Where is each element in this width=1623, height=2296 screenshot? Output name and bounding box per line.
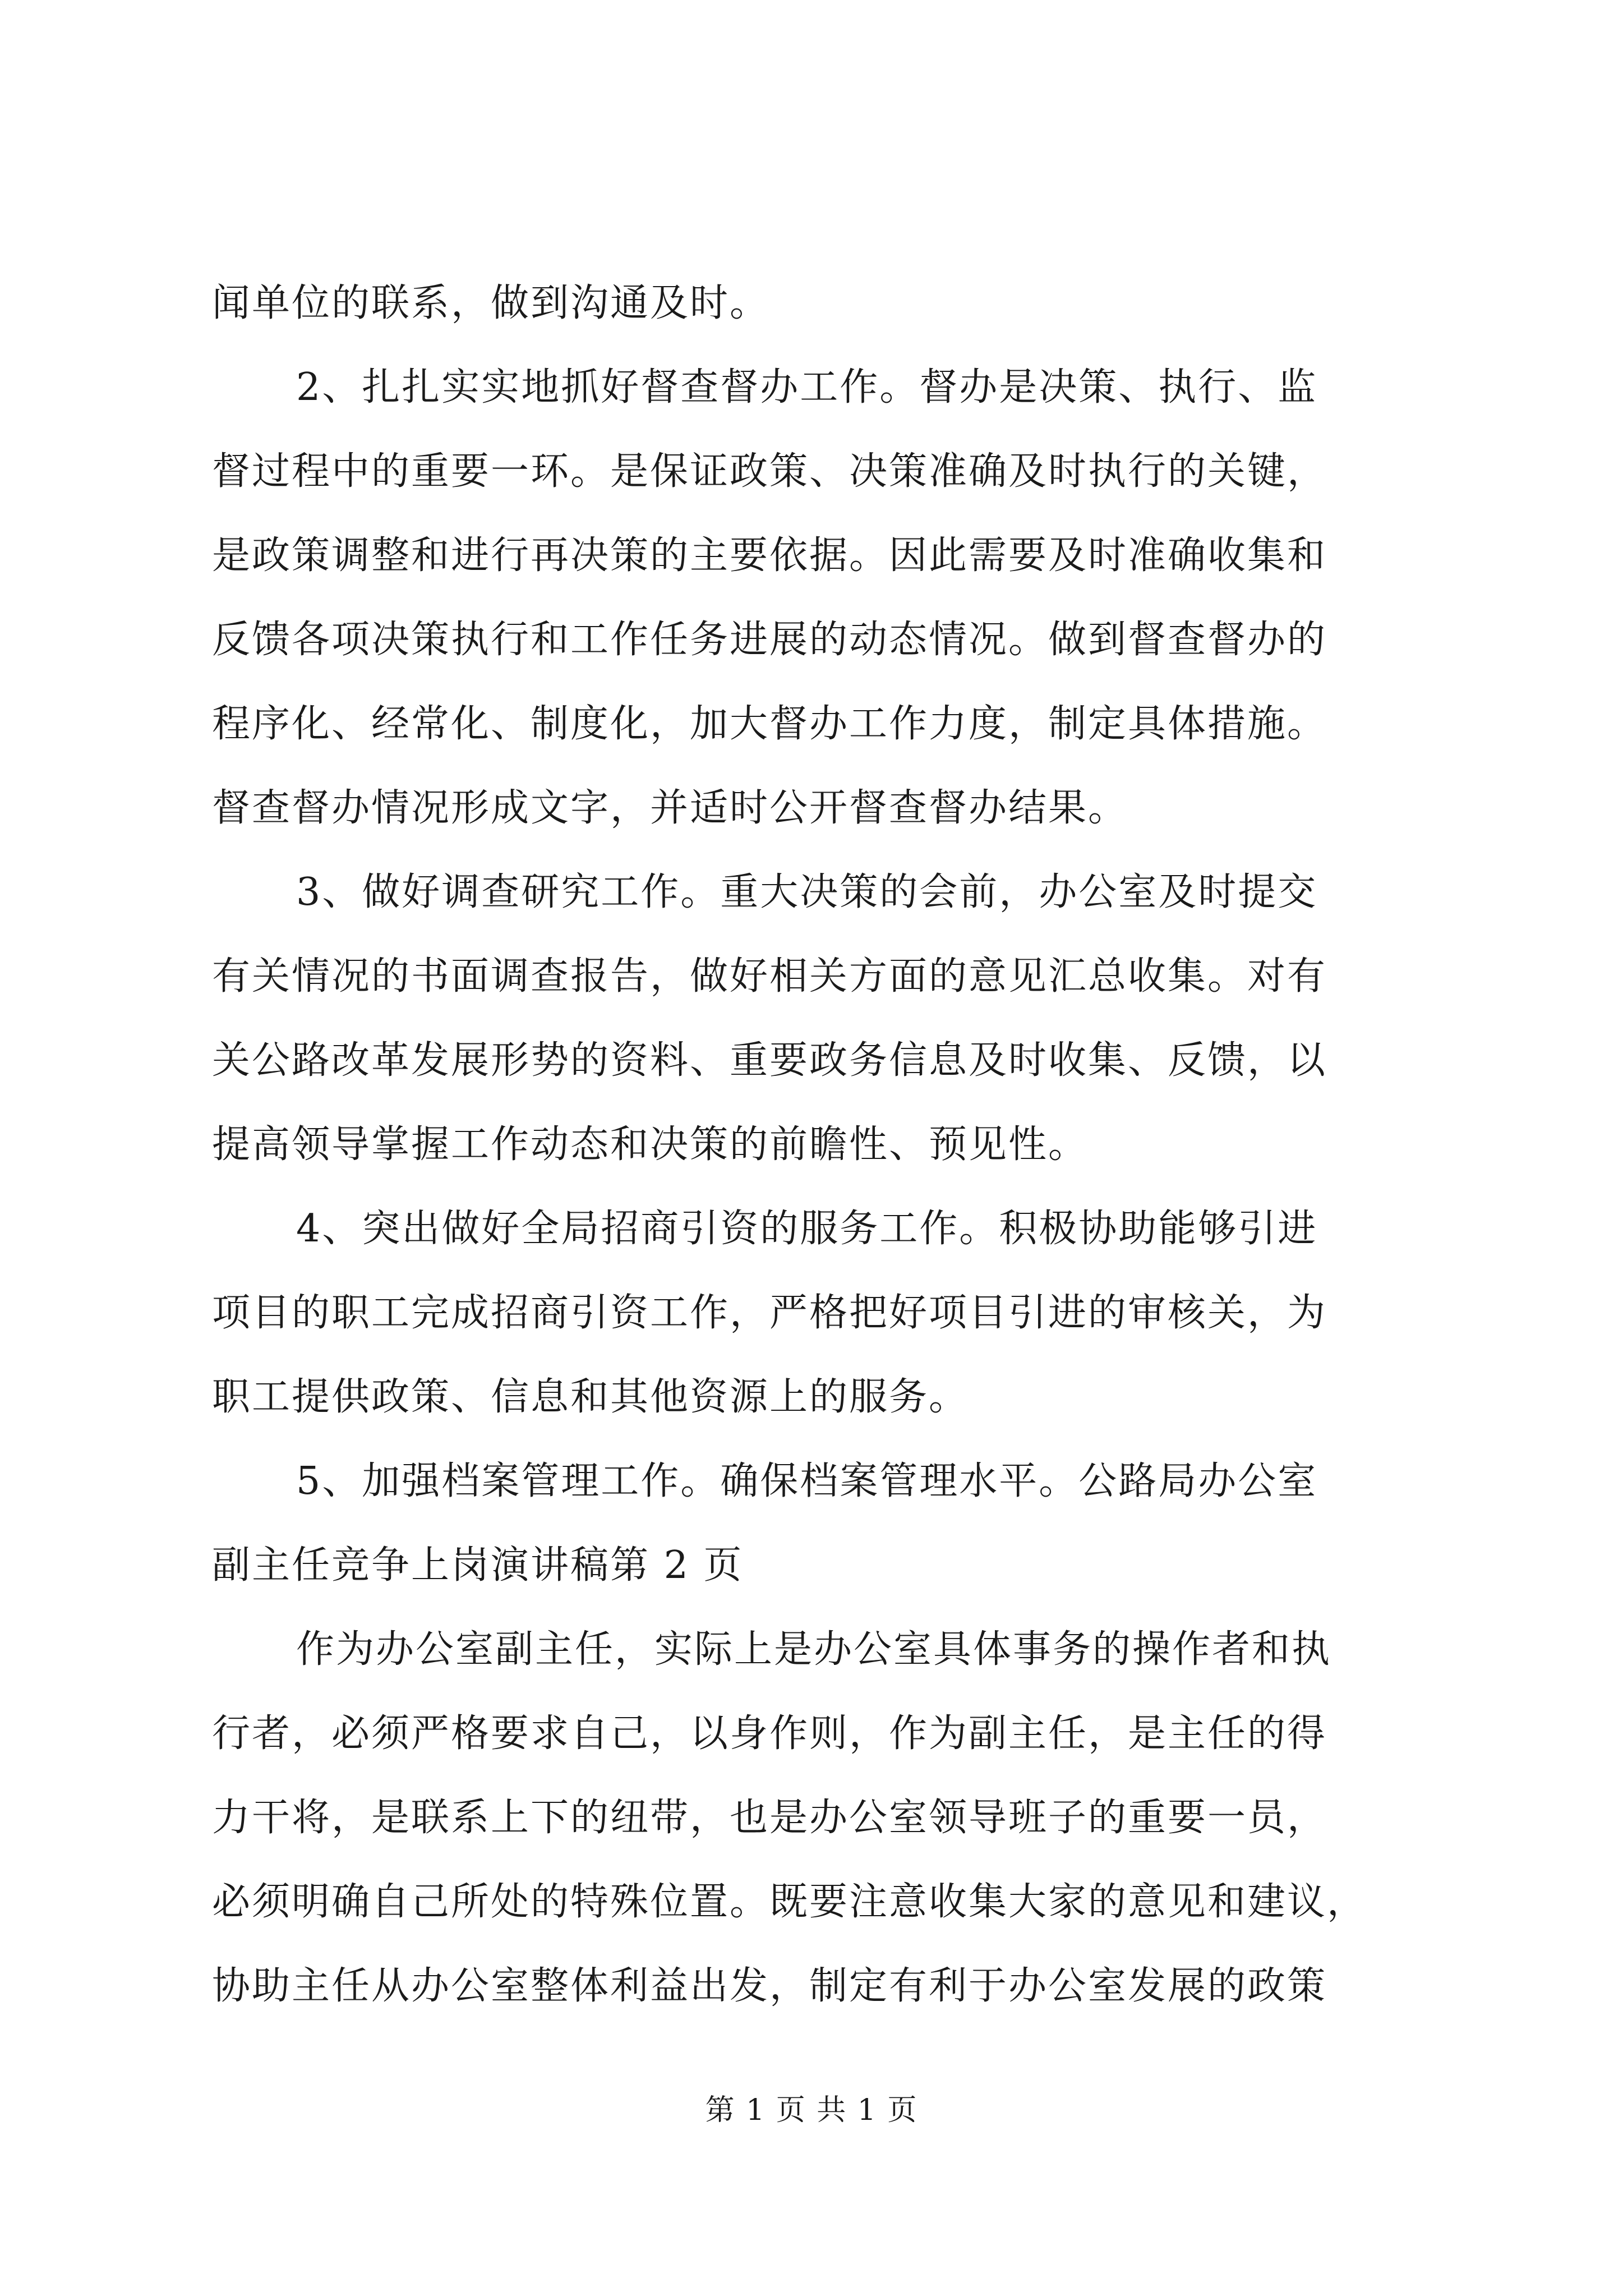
document-body — [212, 261, 1423, 2028]
text-line: 4、突出做好全局招商引资的服务工作。积极协助能够引进 — [296, 1207, 1318, 1251]
text-line: 项目的职工完成招商引资工作，严格把好项目引进的审核关，为 — [212, 1291, 1327, 1335]
text-line: 2、扎扎实实地抓好督查督办工作。督办是决策、执行、监 — [296, 365, 1318, 409]
text-line: 5、加强档案管理工作。确保档案管理水平。公路局办公室 — [296, 1459, 1318, 1503]
text-line: 闻单位的联系，做到沟通及时。 — [212, 281, 770, 325]
text-line: 是政策调整和进行再决策的主要依据。因此需要及时准确收集和 — [212, 533, 1327, 578]
text-line: 副主任竞争上岗演讲稿第 2 页 — [212, 1543, 744, 1588]
text-line: 有关情况的书面调查报告，做好相关方面的意见汇总收集。对有 — [212, 954, 1327, 999]
text-line: 程序化、经常化、制度化，加大督办工作力度，制定具体措施。 — [212, 702, 1327, 746]
text-line: 行者，必须严格要求自己，以身作则，作为副主任，是主任的得 — [212, 1711, 1327, 1756]
text-line: 反馈各项决策执行和工作任务进展的动态情况。做到督查督办的 — [212, 618, 1327, 662]
text-line: 3、做好调查研究工作。重大决策的会前，办公室及时提交 — [296, 870, 1318, 914]
text-line: 督过程中的重要一环。是保证政策、决策准确及时执行的关键， — [212, 449, 1327, 494]
text-line: 职工提供政策、信息和其他资源上的服务。 — [212, 1375, 969, 1419]
text-line: 必须明确自己所处的特殊位置。既要注意收集大家的意见和建议， — [212, 1880, 1367, 1924]
text-line: 力干将，是联系上下的纽带，也是办公室领导班子的重要一员， — [212, 1796, 1327, 1840]
text-line: 督查督办情况形成文字，并适时公开督查督办结果。 — [212, 786, 1128, 830]
text-line: 协助主任从办公室整体利益出发，制定有利于办公室发展的政策 — [212, 1964, 1327, 2008]
text-line: 提高领导掌握工作动态和决策的前瞻性、预见性。 — [212, 1122, 1089, 1167]
text-line: 关公路改革发展形势的资料、重要政务信息及时收集、反馈，以 — [212, 1038, 1327, 1083]
text-line: 作为办公室副主任，实际上是办公室具体事务的操作者和执 — [296, 1627, 1332, 1672]
page-footer: 第 1 页 共 1 页 — [705, 2093, 918, 2127]
